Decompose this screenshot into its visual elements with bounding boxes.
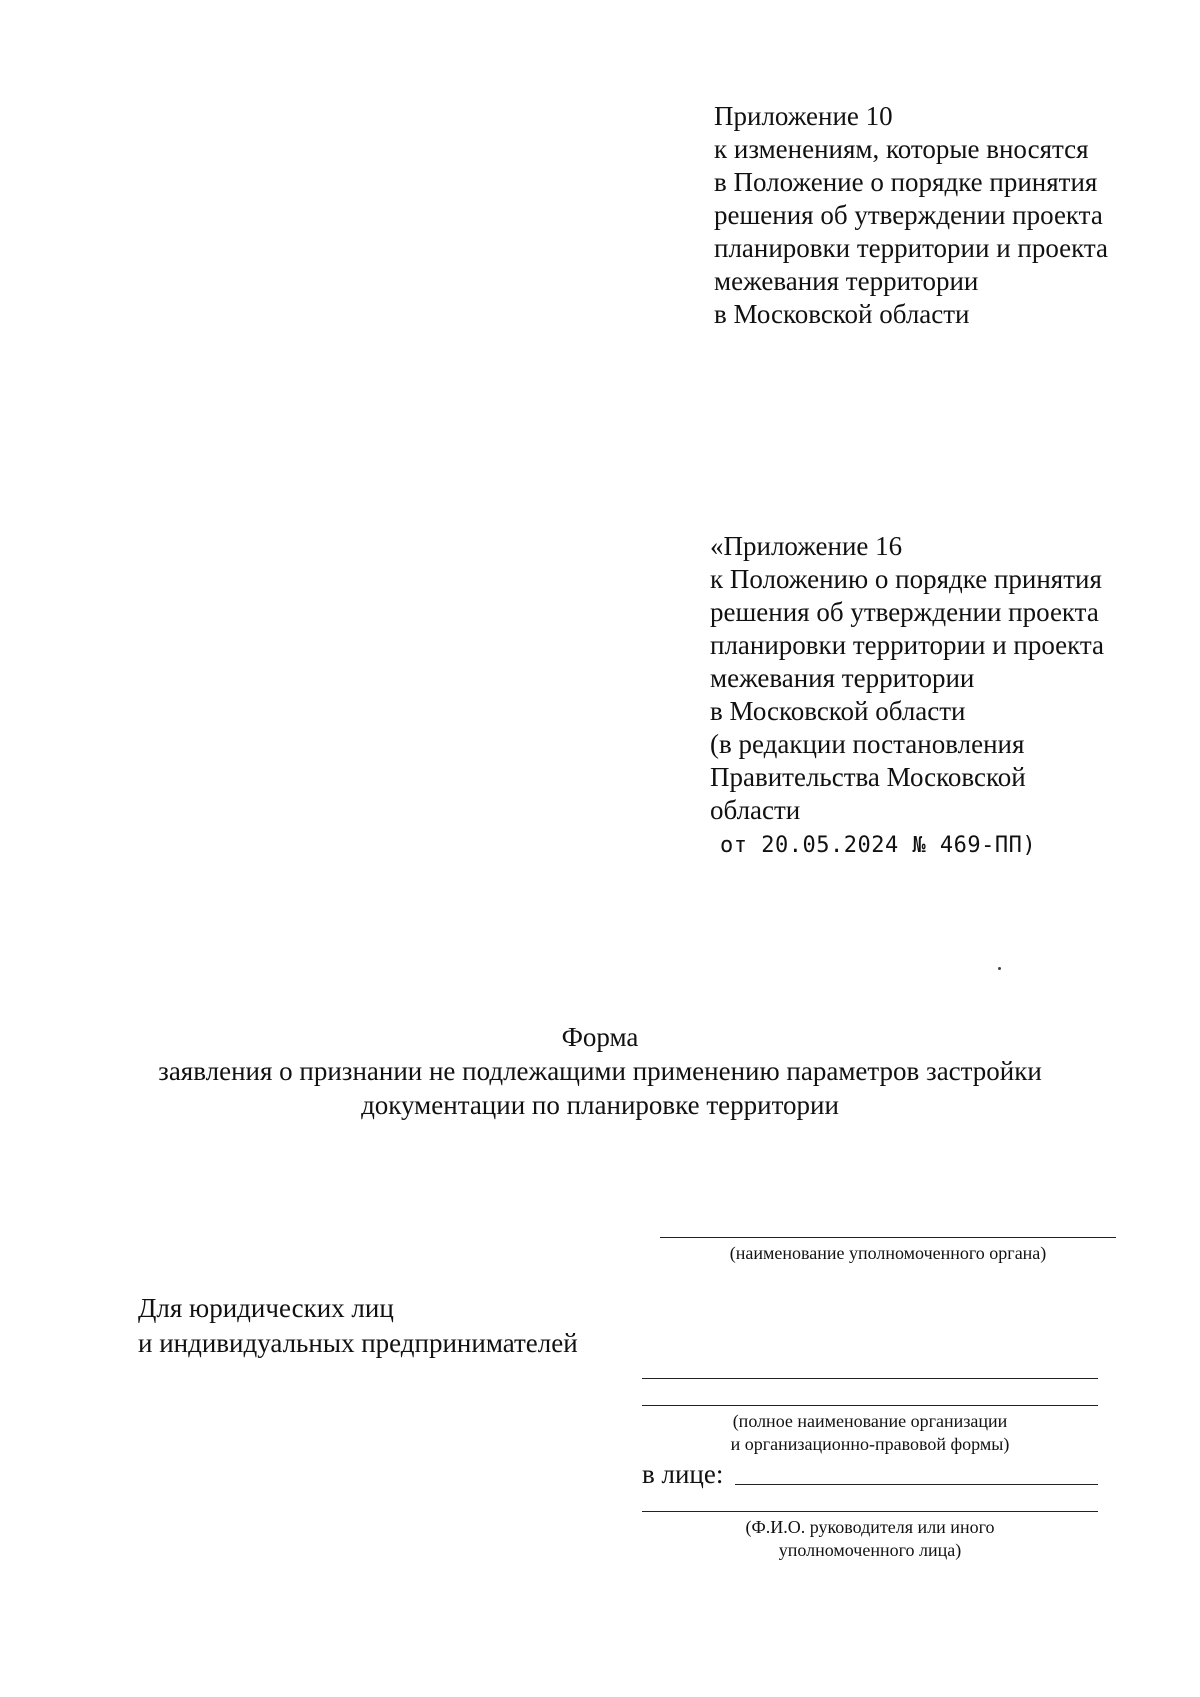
form-heading: Форма xyxy=(561,1022,639,1052)
applicant-type-line: Для юридических лиц xyxy=(138,1293,394,1323)
authority-name-field[interactable] xyxy=(660,1237,1116,1238)
appendix-16-line: планировки территории и проекта xyxy=(710,630,1105,660)
appendix-10-line: Приложение 10 xyxy=(714,101,893,131)
resolution-date-number: от 20.05.2024 № 469-ПП) xyxy=(720,833,1037,858)
appendix-10-line: планировки территории и проекта xyxy=(714,233,1109,263)
appendix-10-line: в Московской области xyxy=(714,299,970,329)
representative-caption-line: уполномоченного лица) xyxy=(778,1540,962,1560)
applicant-type xyxy=(138,1291,578,1361)
organization-caption-line: и организационно-правовой формы) xyxy=(730,1434,1010,1454)
appendix-16-line: области xyxy=(710,795,801,825)
organization-name-field-second-line[interactable] xyxy=(642,1405,1098,1406)
representative-caption xyxy=(642,1516,1098,1562)
appendix-16-line: Правительства Московской xyxy=(710,762,1026,792)
representative-name-field-second-line[interactable] xyxy=(642,1511,1098,1512)
authority-name-caption: (наименование уполномоченного органа) xyxy=(729,1243,1047,1263)
appendix-16-line: (в редакции постановления xyxy=(710,729,1025,759)
form-title-line: документации по планировке территории xyxy=(361,1090,839,1120)
appendix-10-header xyxy=(714,100,1108,331)
organization-name-field[interactable] xyxy=(642,1378,1098,1379)
organization-caption xyxy=(642,1410,1098,1456)
appendix-16-line: в Московской области xyxy=(710,696,966,726)
appendix-10-line: решения об утверждении проекта xyxy=(714,200,1103,230)
appendix-10-line: к изменениям, которые вносятся xyxy=(714,134,1089,164)
applicant-type-line: и индивидуальных предпринимателей xyxy=(138,1328,578,1358)
form-title xyxy=(0,1020,1200,1122)
scan-speck xyxy=(998,967,1001,970)
in-person-label: в лице: xyxy=(642,1459,724,1489)
appendix-16-line: к Положению о порядке принятия xyxy=(710,564,1102,594)
appendix-10-line: межевания территории xyxy=(714,266,979,296)
representative-name-field[interactable] xyxy=(735,1484,1098,1485)
representative-caption-line: (Ф.И.О. руководителя или иного xyxy=(745,1517,995,1537)
appendix-16-header xyxy=(710,530,1104,862)
appendix-16-line: решения об утверждении проекта xyxy=(710,597,1099,627)
appendix-16-line: «Приложение 16 xyxy=(710,531,903,561)
form-title-line: заявления о признании не подлежащими применению параметров застройки xyxy=(158,1056,1042,1086)
appendix-10-line: в Положение о порядке принятия xyxy=(714,167,1098,197)
organization-caption-line: (полное наименование организации xyxy=(732,1411,1008,1431)
appendix-16-line: межевания территории xyxy=(710,663,975,693)
